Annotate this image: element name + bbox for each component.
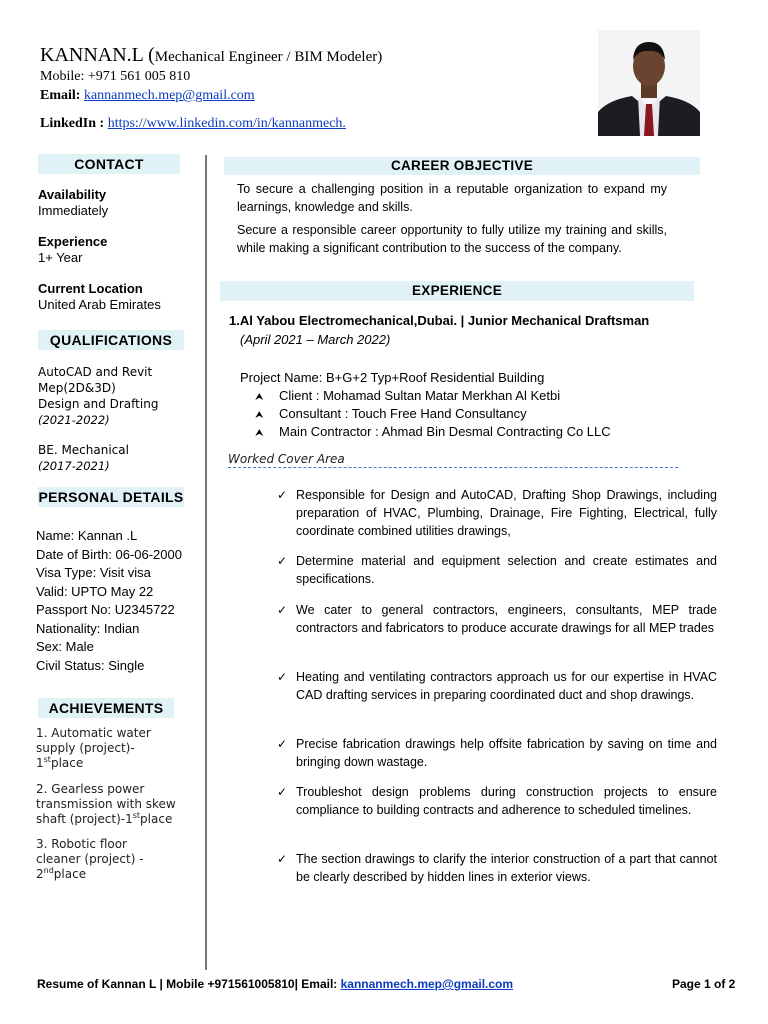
email-link[interactable]: kannanmech.mep@gmail.com — [83, 88, 255, 103]
project-item-text: Client : Mohamad Sultan Matar Merkhan Al Ketbi — [279, 388, 561, 403]
achievement-line — [36, 756, 151, 771]
personal-dob: Date of Birth: 06-06-2000 — [36, 546, 182, 562]
personal-civil-status: Civil Status: Single — [36, 657, 145, 673]
responsibility-text: Responsible for Design and AutoCAD, Drafting Shop Drawings, including preparation of HVAC, Plumbing, Drainage, Fire Fighting, Electrical, fully coordinate combined utilities drawings, — [296, 488, 717, 538]
objective-paragraph: To secure a challenging position in a reputable organization to expand my learnings, knowledge and skills. — [237, 182, 667, 214]
responsibility-text: Precise fabrication drawings help offsite fabrication by saving on time and bringing down wastage. — [296, 737, 717, 769]
responsibility-item — [277, 601, 717, 637]
objective-paragraph: Secure a responsible career opportunity to fully utilize my training and skills, while making a significant contribution to the success of the company. — [237, 223, 667, 255]
achievement-ordinal: st — [43, 755, 51, 764]
footer — [37, 977, 513, 991]
achievement-line: cleaner (project) - — [36, 852, 144, 866]
location-label: Current Location — [38, 281, 143, 296]
experience-value: 1+ Year — [38, 250, 83, 265]
qualification-line: Design and Drafting — [38, 397, 159, 411]
personal-valid: Valid: UPTO May 22 — [36, 583, 154, 599]
checkmark-icon: ✓ — [277, 852, 288, 866]
responsibility-text: Heating and ventilating contractors approach us for our expertise in HVAC CAD drafting services in preparing coordinated duct and shop drawings. — [296, 670, 717, 702]
achievement-rank: 2 — [36, 867, 44, 881]
checkmark-icon: ✓ — [277, 488, 288, 502]
achievement-place: place — [50, 756, 84, 770]
project-item-text: Main Contractor : Ahmad Bin Desmal Contracting Co LLC — [279, 424, 611, 439]
achievement-line — [36, 867, 144, 882]
page-number: Page 1 of 2 — [672, 977, 736, 991]
location-value: United Arab Emirates — [38, 297, 161, 312]
personal-nationality: Nationality: Indian — [36, 620, 140, 636]
achievement-line: 3. Robotic floor — [36, 837, 127, 851]
achievement-place: place — [53, 867, 87, 881]
responsibility-text: Troubleshot design problems during construction projects to ensure compliance to building contracts and adherence to scheduled timelines. — [296, 785, 717, 817]
arrowhead-icon: ⮝ — [255, 392, 264, 403]
arrowhead-icon: ⮝ — [255, 428, 264, 439]
achievement-item — [36, 726, 151, 771]
mobile-label: Mobile: — [40, 69, 88, 84]
project-item — [255, 424, 611, 439]
name-text: KANNAN.L ( — [40, 44, 155, 66]
email-line — [40, 88, 255, 104]
checkmark-icon: ✓ — [277, 785, 288, 799]
personal-passport: Passport No: U2345722 — [36, 602, 175, 617]
project-item-text: Consultant : Touch Free Hand Consultancy — [279, 406, 527, 421]
project-item — [255, 406, 527, 421]
achievement-line: 1. Automatic water — [36, 726, 151, 740]
mobile-number: +971 561 005 810 — [87, 69, 191, 84]
experience-label: Experience — [38, 234, 108, 249]
profile-photo — [598, 30, 700, 136]
personal-details-heading: PERSONAL DETAILS — [38, 489, 184, 505]
qualification-years: (2021-2022) — [38, 413, 110, 427]
responsibility-text: We cater to general contractors, engineers, consultants, MEP trade contractors and fabricators to produce accurate drawings for all MEP trades — [296, 603, 717, 635]
achievement-ordinal: nd — [43, 866, 54, 875]
footer-email-link[interactable]: kannanmech.mep@gmail.com — [340, 977, 514, 991]
personal-visa: Visa Type: Visit visa — [36, 565, 151, 580]
project-item — [255, 388, 560, 403]
job-role: Mechanical Engineer / BIM Modeler) — [154, 49, 383, 65]
responsibility-item — [277, 783, 717, 819]
achievement-ordinal: st — [132, 811, 141, 820]
qualification-line: Mep(2D&3D) — [38, 381, 116, 395]
arrowhead-icon: ⮝ — [255, 410, 264, 421]
personal-sex: Sex: Male — [36, 639, 94, 654]
achievement-place: place — [140, 812, 173, 826]
checkmark-icon: ✓ — [277, 670, 288, 684]
achievement-line: transmission with skew — [36, 797, 176, 811]
job-title: 1.Al Yabou Electromechanical,Dubai. | Junior Mechanical Draftsman — [229, 313, 650, 328]
responsibility-item — [277, 668, 717, 704]
personal-details-list — [36, 527, 182, 675]
responsibility-text: The section drawings to clarify the interior construction of a part that cannot be clearly described by hidden lines in exterior views. — [296, 852, 717, 884]
availability-label: Availability — [38, 187, 107, 202]
checkmark-icon: ✓ — [277, 603, 288, 617]
mobile-line — [40, 69, 190, 85]
responsibility-text: Determine material and equipment selection and create estimates and specifications. — [296, 554, 717, 586]
qualification-item — [38, 442, 129, 474]
experience-heading: EXPERIENCE — [220, 281, 694, 301]
availability-value: Immediately — [38, 203, 109, 218]
achievement-item — [36, 837, 144, 882]
footer-text: Resume of Kannan L | Mobile +971561005810| Email: — [37, 977, 341, 991]
column-divider — [205, 155, 207, 970]
contact-heading: CONTACT — [38, 154, 180, 174]
qualification-years: (2017-2021) — [38, 459, 110, 473]
checkmark-icon: ✓ — [277, 737, 288, 751]
responsibility-item — [277, 735, 717, 771]
achievement-item — [36, 782, 176, 827]
achievements-heading: ACHIEVEMENTS — [38, 698, 174, 718]
responsibility-item — [277, 486, 717, 540]
linkedin-label: LinkedIn : — [40, 116, 108, 131]
achievement-rank: shaft (project)-1 — [36, 812, 133, 826]
qualifications-heading: QUALIFICATIONS — [38, 330, 184, 350]
achievement-line — [36, 812, 176, 827]
qualification-line: AutoCAD and Revit — [38, 365, 153, 379]
linkedin-link[interactable]: https://www.linkedin.com/in/kannanmech. — [107, 116, 346, 131]
career-objective-heading: CAREER OBJECTIVE — [224, 157, 700, 175]
qualification-line: BE. Mechanical — [38, 443, 129, 457]
achievement-line: supply (project)- — [36, 741, 135, 755]
worked-cover-area-label: Worked Cover Area — [228, 452, 678, 468]
checkmark-icon: ✓ — [277, 554, 288, 568]
qualification-item — [38, 364, 158, 428]
linkedin-line — [40, 116, 346, 132]
project-name: Project Name: B+G+2 Typ+Roof Residential Building — [240, 370, 545, 385]
email-label: Email: — [40, 88, 84, 103]
candidate-name — [40, 44, 382, 67]
personal-name: Name: Kannan .L — [36, 528, 138, 543]
job-dates: (April 2021 – March 2022) — [240, 332, 391, 347]
achievement-line: 2. Gearless power — [36, 782, 145, 796]
achievement-rank: 1 — [36, 756, 44, 770]
responsibility-item — [277, 850, 717, 886]
responsibility-item — [277, 552, 717, 588]
